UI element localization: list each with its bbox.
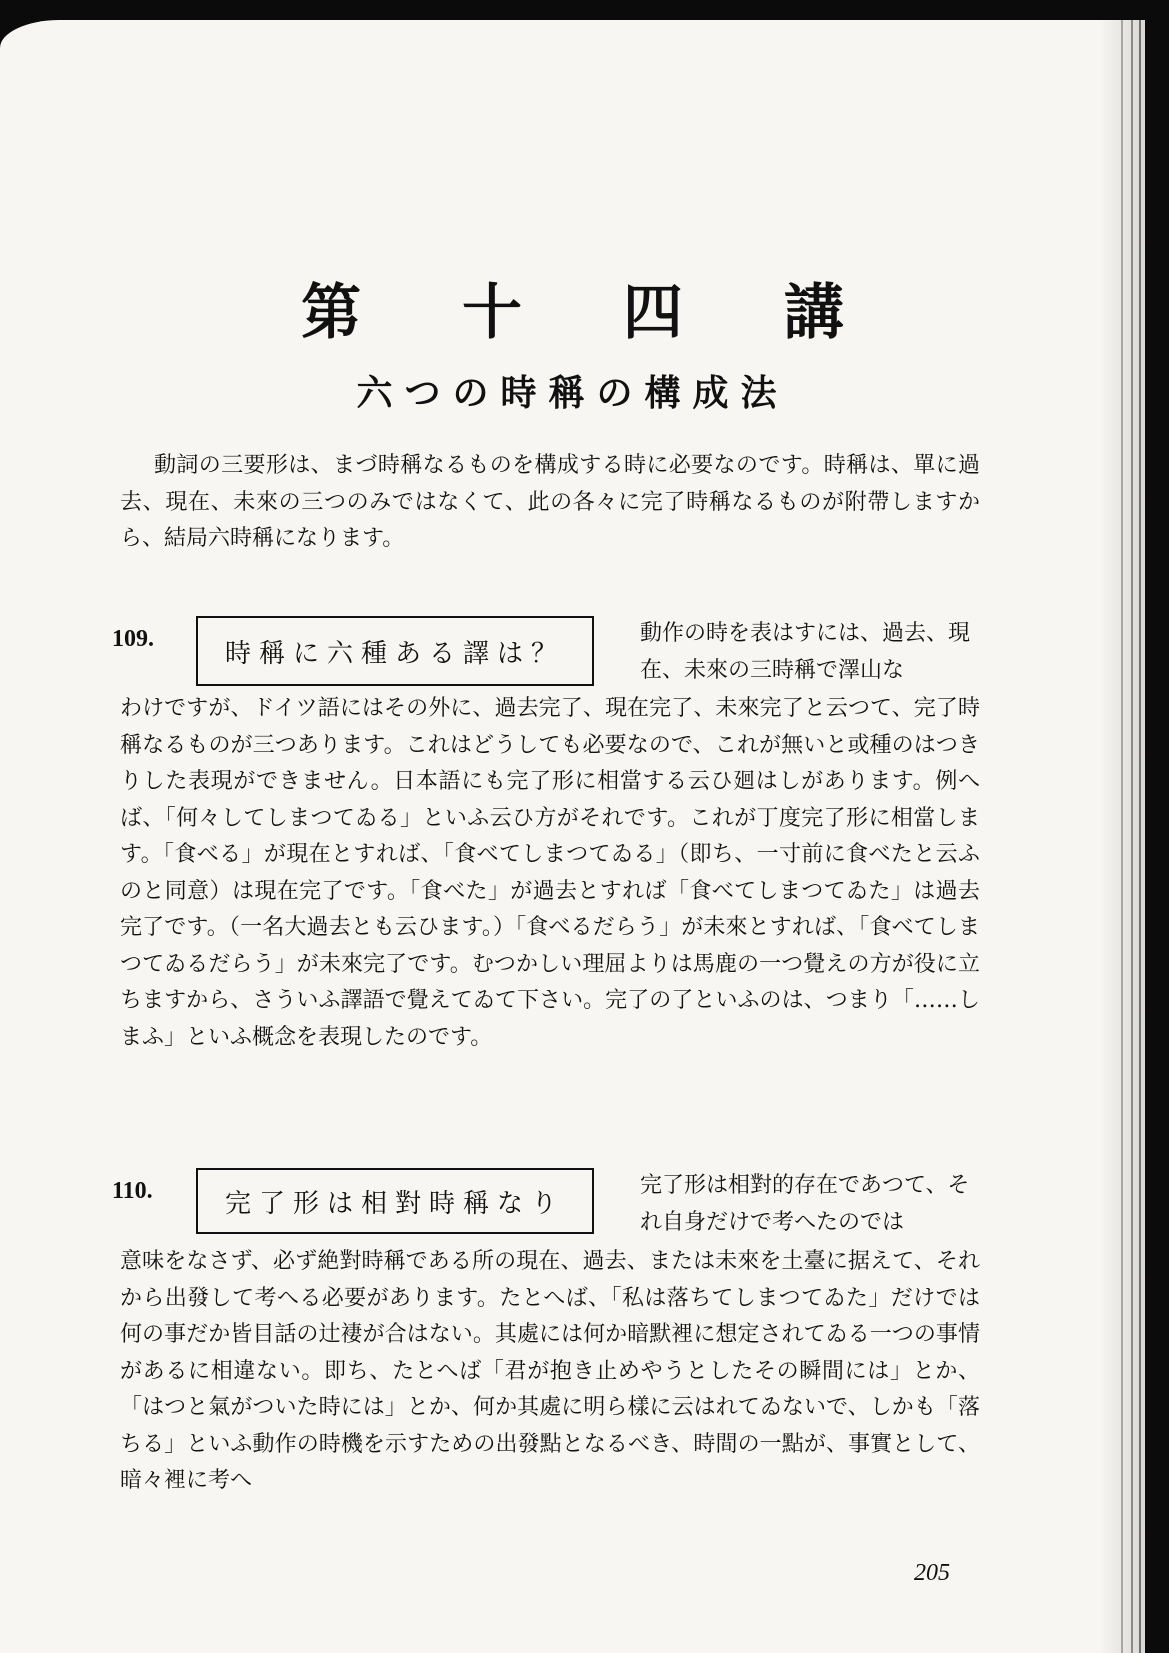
section-number: 110. xyxy=(112,1178,153,1204)
section-heading: 完了形は相對時稱なり xyxy=(224,1188,565,1219)
page-number: 205 xyxy=(914,1560,950,1586)
section-heading-box xyxy=(196,616,594,686)
section-number: 109. xyxy=(112,626,154,652)
section-body: わけですが、ドイツ語にはその外に、過去完了、現在完了、未來完了と云つて、完了時稱なるものが三つあります。これはどうしても必要なので、これが無いと或種のはつきりした表現ができません。日本語にも完了形に相當する云ひ廻はしがあります。例へば、「何々してしまつてゐる」といふ云ひ方がそれです。これが丁度完了形に相當します。「食べる」が現在とすれば、「食べてしまつてゐる」（即ち、一寸前に食べたと云ふのと同意）は現在完了です。「食べた」が過去とすれば「食べてしまつてゐた」は過去完了です。（一名大過去とも云ひます。）「食べるだらう」が未來とすれば、「食べてしまつてゐるだらう」が未來完了です。むつかしい理屈よりは馬鹿の一つ覺えの方が役に立ちますから、さういふ譯語で覺えてゐて下さい。完了の了といふのは、つまり「……しまふ」といふ概念を表現したのです。 xyxy=(120,696,980,1050)
intro-paragraph: 動詞の三要形は、まづ時稱なるものを構成する時に必要なのです。時稱は、單に過去、現在、未來の三つのみではなくて、此の各々に完了時稱なるものが附帶しますから、結局六時稱になります。 xyxy=(120,453,980,551)
section-heading: 時稱に六種ある譯は？ xyxy=(224,638,565,669)
chapter-subtitle: 六つの時稱の構成法 xyxy=(356,372,789,414)
section-body: 意味をなさず、必ず絶對時稱である所の現在、過去、または未來を土臺に据えて、それから出發して考へる必要があります。たとへば、「私は落ちてしまつてゐた」だけでは何の事だか皆目話の辻褄が合はない。其處には何か暗默裡に想定されてゐる一つの事情があるに相違ない。即ち、たとへば「君が抱き止めやうとしたその瞬間には」とか、「はつと氣がついた時には」とか、何か其處に明ら樣に云はれてゐないで、しかも「落ちる」といふ動作の時機を示すための出發點となるべき、時間の一點が、事實として、暗々裡に考へ xyxy=(120,1249,980,1493)
section-side-text: 動作の時を表はすには、過去、現在、未來の三時稱で澤山な xyxy=(640,621,971,683)
section-side-text: 完了形は相對的存在であつて、それ自身だけで考へたのでは xyxy=(640,1173,970,1235)
book-page xyxy=(0,20,1145,1653)
chapter-title: 第 十 四 講 xyxy=(301,278,884,348)
section-heading-box xyxy=(196,1168,594,1234)
